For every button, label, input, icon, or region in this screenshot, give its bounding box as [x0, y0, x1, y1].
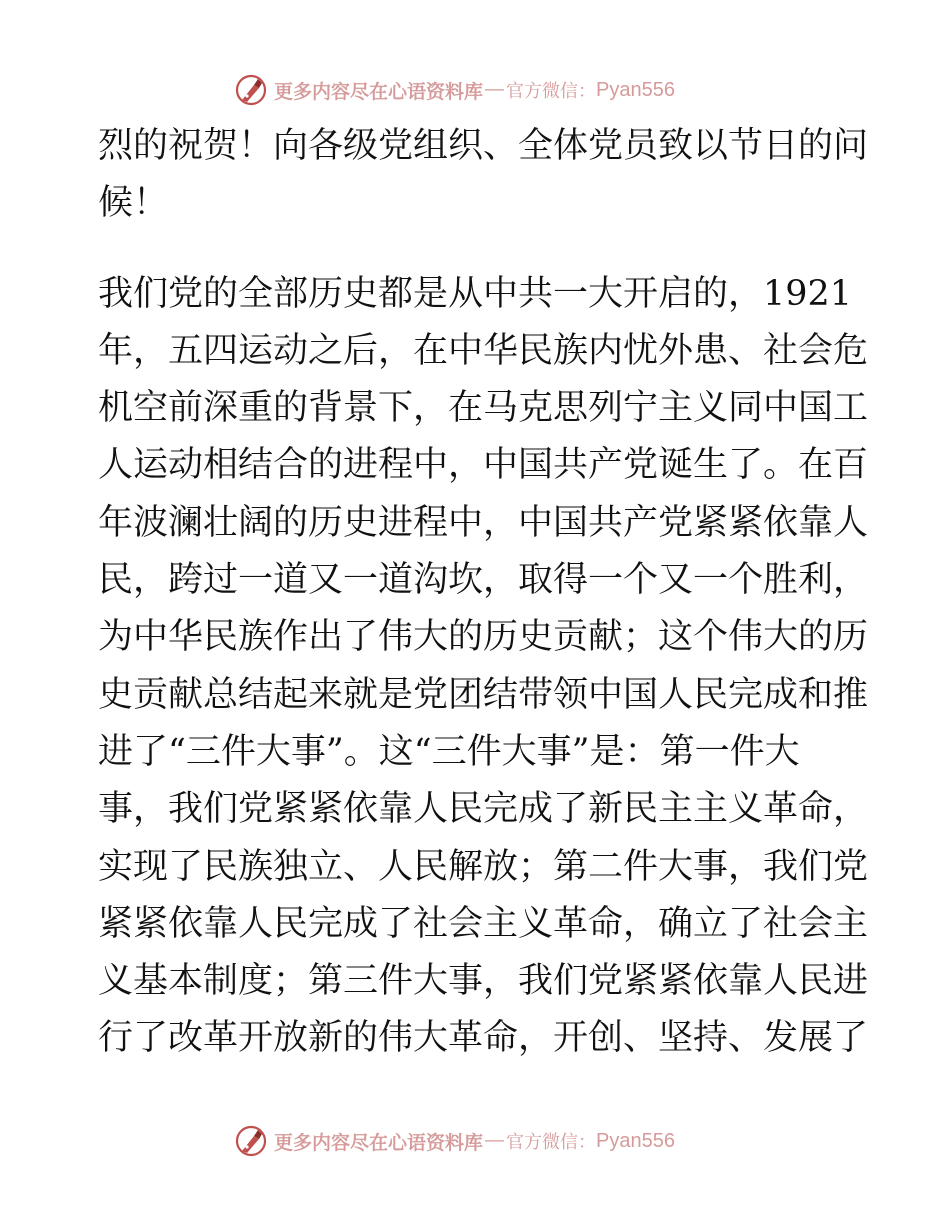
- text-line: 候！: [98, 183, 169, 224]
- text-line: 事，我们党紧紧依靠人民完成了新民主主义革命，: [98, 789, 869, 830]
- watermark-main-text: 更多内容尽在心语资料库: [274, 1131, 484, 1154]
- header-watermark: [234, 73, 675, 107]
- text-line: 史贡献总结起来就是党团结带领中国人民完成和推: [98, 674, 869, 715]
- text-line: 人运动相结合的进程中，中国共产党诞生了。在百: [98, 445, 869, 486]
- watermark-dash: —: [485, 1130, 505, 1151]
- pen-nib-circle-icon: [234, 1124, 268, 1158]
- footer-watermark: [234, 1124, 675, 1158]
- text-line: 烈的祝贺！向各级党组织、全体党员致以节日的问: [98, 126, 869, 166]
- text-line: 进了“三件大事”。这“三件大事”是：第一件大: [98, 731, 800, 772]
- watermark-wechat-id: Pyan556: [596, 78, 675, 101]
- pen-nib-circle-icon: [234, 73, 268, 107]
- watermark-wechat-id: Pyan556: [596, 1129, 675, 1152]
- watermark-wechat-label: 官方微信：: [506, 1132, 597, 1153]
- text-line: 年，五四运动之后，在中华民族内忧外患、社会危: [98, 330, 869, 371]
- text-line: 紧紧依靠人民完成了社会主义革命，确立了社会主: [98, 903, 869, 944]
- text-line: 义基本制度；第三件大事，我们党紧紧依靠人民进: [98, 961, 869, 1002]
- watermark-wechat-label: 官方微信：: [506, 81, 597, 102]
- watermark-main-text: 更多内容尽在心语资料库: [274, 80, 484, 103]
- text-line: 为中华民族作出了伟大的历史贡献；这个伟大的历: [98, 617, 869, 658]
- text-line: 机空前深重的背景下，在马克思列宁主义同中国工: [98, 388, 869, 429]
- text-line: 年波澜壮阔的历史进程中，中国共产党紧紧依靠人: [98, 502, 869, 543]
- text-line: 民，跨过一道又一道沟坎，取得一个又一个胜利，: [98, 560, 869, 601]
- text-line: 实现了民族独立、人民解放；第二件大事，我们党: [98, 846, 869, 887]
- document-body: [98, 118, 869, 1068]
- paragraph-start-line: 我们党的全部历史都是从中共一大开启的，1921: [98, 273, 853, 314]
- text-line: 行了改革开放新的伟大革命，开创、坚持、发展了: [98, 1018, 869, 1059]
- watermark-dash: —: [485, 79, 505, 100]
